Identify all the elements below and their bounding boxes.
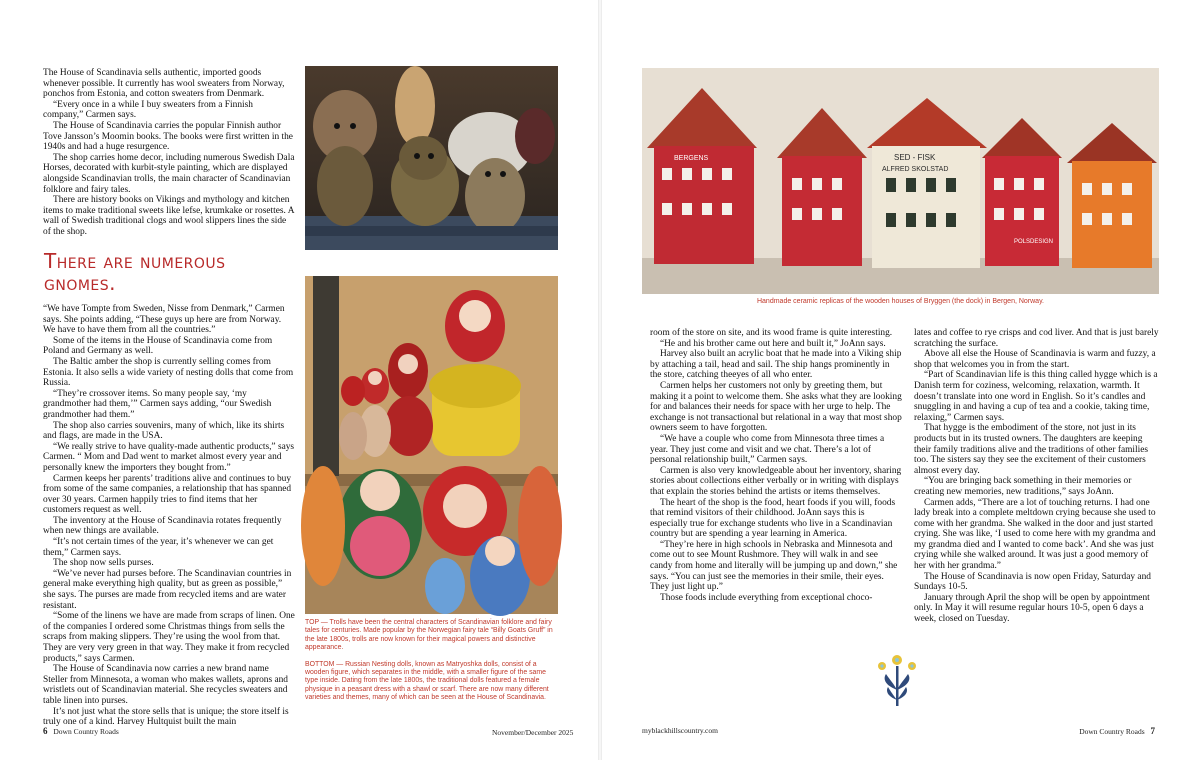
right-page bbox=[602, 0, 1200, 760]
left-col-top-paragraphs bbox=[43, 68, 295, 238]
nesting-dolls-illustration bbox=[305, 276, 558, 614]
paragraph: “They’re here in high schools in Nebraska and Minnesota and come out to see Mount Rushmore. They will walk in and see candy from home and literally will be jumping up and down,” she says. “You can just see the memories in their smile, their eyes. They just light up.” bbox=[650, 539, 898, 593]
house-sign-4: POLSDESIGN bbox=[1014, 239, 1054, 245]
paragraph: The shop now sells purses. bbox=[53, 558, 154, 569]
paragraph: The heart of the shop is the food, heart foods if you will, foods that remind visitors of their childhood. JoAnn says this is especially true for exchange students who live in a Scandinavian country but are spending a year learning in America. bbox=[650, 497, 896, 540]
paragraph: The shop carries home decor, including numerous Swedish Dala Horses, decorated with kurbit-style painting, which are displayed alongside Scandinavian trolls, the main character of Scandinavian folklore and fairy tales. bbox=[43, 152, 295, 195]
trolls-photo bbox=[305, 66, 558, 250]
right-footer-right bbox=[1079, 726, 1159, 736]
paragraph: “We have Tompte from Sweden, Nisse from Denmark,” Carmen says. She points adding, “These guys up here are from Norway. We have to have them from all the countries.” bbox=[43, 304, 285, 336]
right-col-1 bbox=[650, 328, 902, 628]
paragraph: There are history books on Vikings and mythology and kitchen items to make traditional sweets like lefse, krumkake or rosettes. A wall of Swedish traditional clogs and wool slippers lines the side of the shop. bbox=[43, 195, 294, 237]
right-page-number: 7 bbox=[1150, 726, 1155, 736]
paragraph: January through April the shop will be open by appointment only. In May it will resume regular hours 10-5, open 6 days a week, closed on Tuesday. bbox=[914, 592, 1150, 625]
paragraph: The House of Scandinavia now carries a new brand name Steller from Minnesota, a woman who makes wallets, aprons and wristlets out of Scandinavian material. She recycles sweaters and table linen into purses. bbox=[43, 664, 288, 706]
pull-headline: There are numerous gnomes. bbox=[44, 249, 226, 295]
paragraph: The inventory at the House of Scandinavia rotates frequently when new things are available. bbox=[43, 515, 282, 537]
house-sign-2: SED - FISK bbox=[894, 153, 936, 162]
paragraph: Carmen adds, “There are a lot of touching returns. I had one lady break into a complete meltdown crying because she used to come with her grandma. She walked in the door and just started crying. She was like, ‘I used to come here with my grandma and my grandma died and I wanted to come back’. And she was just crying while she walked around. It was just a good memory of her with her grandma.” bbox=[914, 497, 1156, 572]
paragraph: The shop also carries souvenirs, many of which, like its shirts and flags, are made in the USA. bbox=[43, 420, 285, 442]
paragraph: The House of Scandinavia is now open Friday, Saturday and Sundays 10-5. bbox=[914, 571, 1151, 593]
paragraph: Carmen is also very knowledgeable about her inventory, sharing stories about collections either verbally or in writing with displays that explain the stories behind the artists or items themselves. bbox=[650, 465, 902, 497]
paragraph: It’s not just what the store sells that is unique; the store itself is truly one of a kind. Harvey Hultquist built the main bbox=[43, 706, 289, 728]
paragraph: The Baltic amber the shop is currently selling comes from Estonia. It also sells a wide variety of nesting dolls that come from Russia. bbox=[43, 356, 294, 389]
paragraph: “We have a couple who come from Minnesota three times a year. They just come and visit and we chat. There’s a lot of personal relationship built,” Carmen says. bbox=[650, 433, 885, 466]
bryggen-houses-illustration bbox=[642, 68, 1159, 294]
house-sign-1: BERGENS bbox=[674, 155, 709, 162]
paragraph: Carmen helps her customers not only by greeting them, but making it a point to welcome them. She asks what they are looking for and balances their needs for space with her urge to help. The exchange is not transactional but relational in a way that most shop owners seem to have forgotten. bbox=[650, 380, 902, 434]
left-page bbox=[0, 0, 598, 760]
paragraph: “Every once in a while I buy sweaters from a Finnish company,” Carmen says. bbox=[43, 99, 253, 121]
trolls-illustration bbox=[305, 66, 558, 250]
left-page-number: 6 bbox=[43, 726, 48, 736]
flower-motif-icon bbox=[872, 652, 922, 708]
paragraph: The House of Scandinavia carries the popular Finnish author Tove Jansson’s Moomin books. The books were first written in the 1940s and had a huge resurgence. bbox=[43, 120, 293, 153]
nesting-dolls-photo bbox=[305, 276, 558, 614]
paragraph: Above all else the House of Scandinavia is warm and fuzzy, a shop that welcomes you in from the start. bbox=[914, 349, 1156, 370]
left-col-bottom-paragraphs bbox=[43, 304, 295, 728]
paragraph: “He and his brother came out here and built it,” JoAnn says. bbox=[660, 338, 886, 349]
right-col-2 bbox=[914, 328, 1159, 628]
photo-captions-left bbox=[305, 619, 557, 711]
paragraph: “Some of the linens we have are made from scraps of linen. One of the companies I ordered some Christmas things from sells the scraps from making slippers. They’re using the wool from that. They are very very green in that way. They make it from recycled products,” says Carmen. bbox=[43, 611, 295, 664]
paragraph: “Part of Scandinavian life is this thing called hygge which is a Danish term for coziness, welcoming, relaxation, warmth. It doesn’t translate into one word in English. So it’s candles and snuggling in and having a cup of tea and a cookie, taking time, relaxing,” Carmen says. bbox=[914, 370, 1158, 423]
paragraph: Carmen keeps her parents’ traditions alive and continues to buy from some of the same companies, a relationship that has spanned over 30 years. Carmen happily tries to find items that her customers request as well. bbox=[43, 473, 292, 516]
paragraph: “It’s not certain times of the year, it’s whenever we can get them,” Carmen says. bbox=[43, 537, 274, 558]
paragraph: “You are bringing back something in their memories or creating new memories, new traditions,” says JoAnn. bbox=[914, 476, 1132, 497]
bryggen-houses-photo bbox=[642, 68, 1159, 294]
paragraph: The House of Scandinavia sells authentic, imported goods whenever possible. It currently has wool sweaters from Norway, ponchos from Estonia, and cotton sweaters from Denmark. bbox=[43, 68, 285, 100]
left-magazine-name: Down Country Roads bbox=[53, 727, 119, 736]
paragraph: lates and coffee to rye crisps and cod liver. And that is just barely scratching the surface. bbox=[914, 328, 1159, 349]
paragraph: Harvey also built an acrylic boat that he made into a Viking ship by attaching a tail, head and sail. The ship hangs prominently in the store, catching theeyes of all who enter. bbox=[650, 349, 902, 381]
paragraph: That hygge is the embodiment of the store, not just in its products but in its trusted owners. The daughters are keeping their family traditions alive and the traditions of other families too. The sisters say they see the excitement of their customers almost every day. bbox=[914, 423, 1149, 476]
paragraph: room of the store on site, and its wood frame is quite interesting. bbox=[650, 328, 893, 338]
right-col-1-paragraphs bbox=[650, 328, 902, 603]
left-issue-date: November/December 2025 bbox=[492, 728, 574, 737]
right-col-2-paragraphs bbox=[914, 328, 1159, 625]
paragraph: “We’ve never had purses before. The Scandinavian countries in general make everything high quality, but as green as possible,” she says. The purses are made from recycled items and are water resistant. bbox=[43, 568, 292, 611]
left-col-bottom bbox=[43, 304, 295, 728]
paragraph: “They’re crossover items. So many people say, ‘my grandmother had them,’” Carmen says adding, “our Swedish grandmother had them.” bbox=[43, 388, 272, 420]
paragraph: “We really strive to have quality-made authentic products,” says Carmen. “ Mom and Dad went to market almost every year and personally knew the importers they bought from.” bbox=[43, 441, 295, 473]
caption-top: TOP — Trolls have been the central characters of Scandinavian folklore and fairy tales for centuries. Made popular by the Norwegian fairy tale “Billy Goats Gruff” in the late 1800s, trolls are now known for their magical powers and distinctive appearance. bbox=[305, 619, 553, 652]
paragraph: Those foods include everything from exceptional choco- bbox=[660, 592, 873, 603]
caption-bottom: BOTTOM — Russian Nesting dolls, known as Matryoshka dolls, consist of a wooden figure, which separates in the middle, with a smaller figure of the same type inside. Dating from the late 1800s, the traditional dolls featured a female physique in a peasant dress with a shawl or scarf. There are now many different varieties and themes, many of which can be seen at the House of Scandinavia. bbox=[305, 660, 549, 702]
left-footer bbox=[43, 726, 574, 737]
left-col-top bbox=[43, 68, 295, 246]
paragraph: Some of the items in the House of Scandinavia come from Poland and Germany as well. bbox=[43, 335, 273, 357]
website-url: myblackhillscountry.com bbox=[642, 726, 718, 735]
house-sign-3: ALFRED SKOLSTAD bbox=[882, 166, 949, 173]
right-footer bbox=[642, 726, 1159, 735]
right-magazine-name: Down Country Roads bbox=[1079, 727, 1145, 736]
bryggen-caption: Handmade ceramic replicas of the wooden houses of Bryggen (the dock) in Bergen, Norway. bbox=[756, 298, 1045, 305]
